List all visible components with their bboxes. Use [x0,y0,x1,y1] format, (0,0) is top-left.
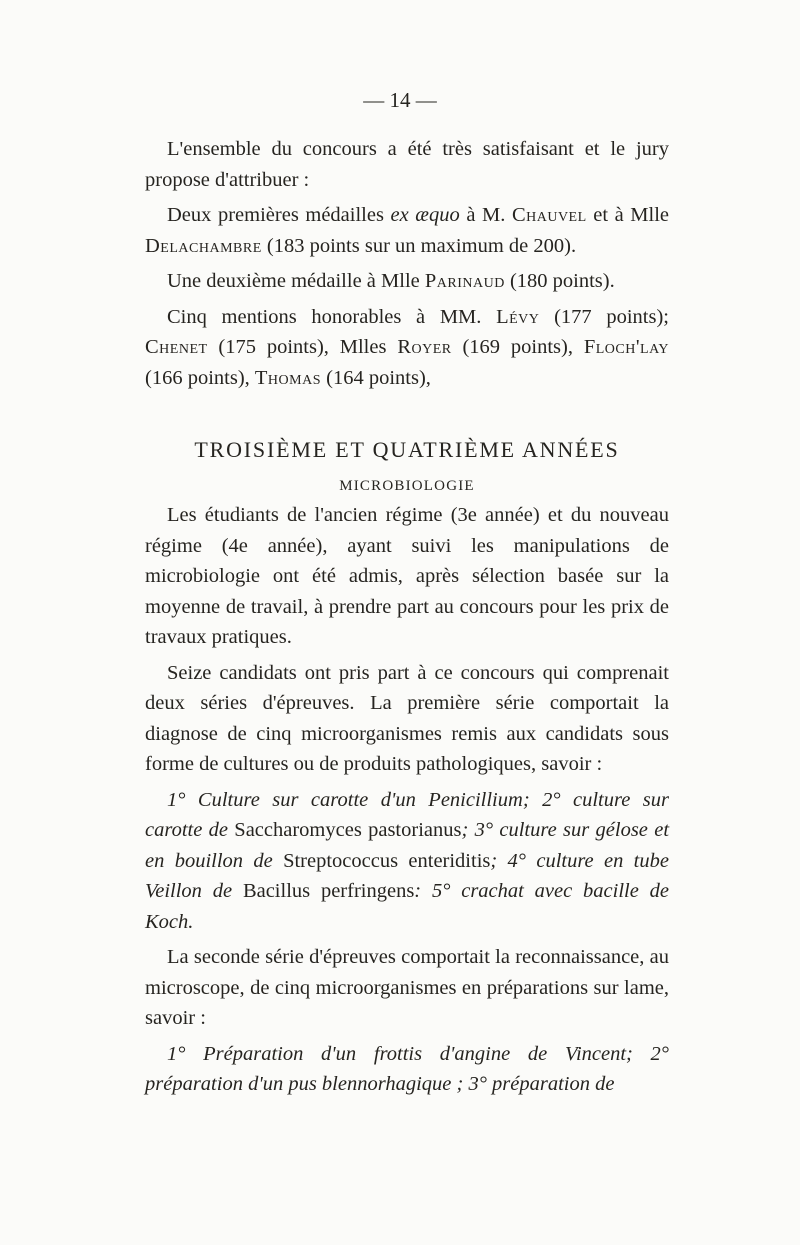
laureate-name: Chauvel [511,204,587,226]
culture-item: ; 3° culture sur gélose et en bouillon de [145,819,670,872]
page-body [145,134,669,1100]
students-paragraph: Les étudiants de l'ancien régime (3e année) et du nouveau régime (4e année), ayant suivi les manipulations de microbiologie ont été admis, après sélection basée sur la moyenne de travail, à prendre part au concours pour les prix de travaux pratiques. [145,504,669,648]
award-first-paragraph [145,200,669,261]
laureate-name: Royer [397,336,452,358]
culture-item: 1° Culture sur carotte d'un Penicillium [167,788,523,811]
preparations-list: 1° Préparation d'un frottis d'angine de Vincent; 2° préparation d'un pus blennorhagique ; 3° préparation de [145,1042,669,1095]
laureate-name: Thomas [254,366,321,389]
page-number: — 14 — [363,88,437,112]
mention-points: (175 points), Mlles [207,336,398,358]
award-first-mid1: à M. [459,204,512,226]
award-second-post: (180 points). [504,270,615,292]
candidates-paragraph: Seize candidats ont pris part à ce concours qui comprenait deux séries d'épreuves. La première série comportait la diagnose de cinq microorganismes remis aux candidats sous forme de cultures ou de produits pathologiques, savoir : [145,661,669,775]
award-first-mid2: et à Mlle [586,204,670,226]
organism-name: Saccharomyces pastorianus [234,819,462,841]
laureate-name: Floch'lay [583,336,670,358]
organism-name: Streptococcus enteriditis [283,849,491,872]
laureate-name: Chenet [145,336,208,358]
culture-item: : 5° crachat avec bacille de Koch. [145,880,669,933]
mentions-pre: Cinq mentions honorables à MM. [167,305,497,328]
award-first-post: (183 points sur un maximum de 200). [261,234,577,257]
mention-points: (169 points), [451,336,584,358]
mentions-paragraph [145,302,669,394]
laureate-name: Delachambre [145,234,262,257]
organism-name: Bacillus perfringens [242,880,415,902]
second-series-paragraph: La seconde série d'épreuves comportait la reconnaissance, au microscope, de cinq microorganismes en préparations sur lame, savoir : [145,946,669,1029]
mention-points: (166 points), [145,366,255,389]
cultures-list [145,785,669,938]
ex-aequo-term: ex æquo [390,204,460,226]
award-second-pre: Une deuxième médaille à Mlle [167,270,425,292]
culture-item: ; 2° culture sur carotte de [145,788,669,841]
laureate-name: Parinaud [424,270,505,292]
laureate-name: Lévy [496,305,540,328]
culture-item: ; 4° culture en tube Veillon de [145,849,669,902]
mention-points: (164 points), [321,366,431,389]
subsection-heading: MICROBIOLOGIE [339,478,475,494]
section-heading: TROISIÈME ET QUATRIÈME ANNÉES [194,437,620,462]
mention-points: (177 points); [539,305,669,328]
intro-paragraph: L'ensemble du concours a été très satisfaisant et le jury propose d'attribuer : [145,138,669,191]
award-second-paragraph [145,266,669,297]
award-first-pre: Deux premières médailles [167,204,391,226]
